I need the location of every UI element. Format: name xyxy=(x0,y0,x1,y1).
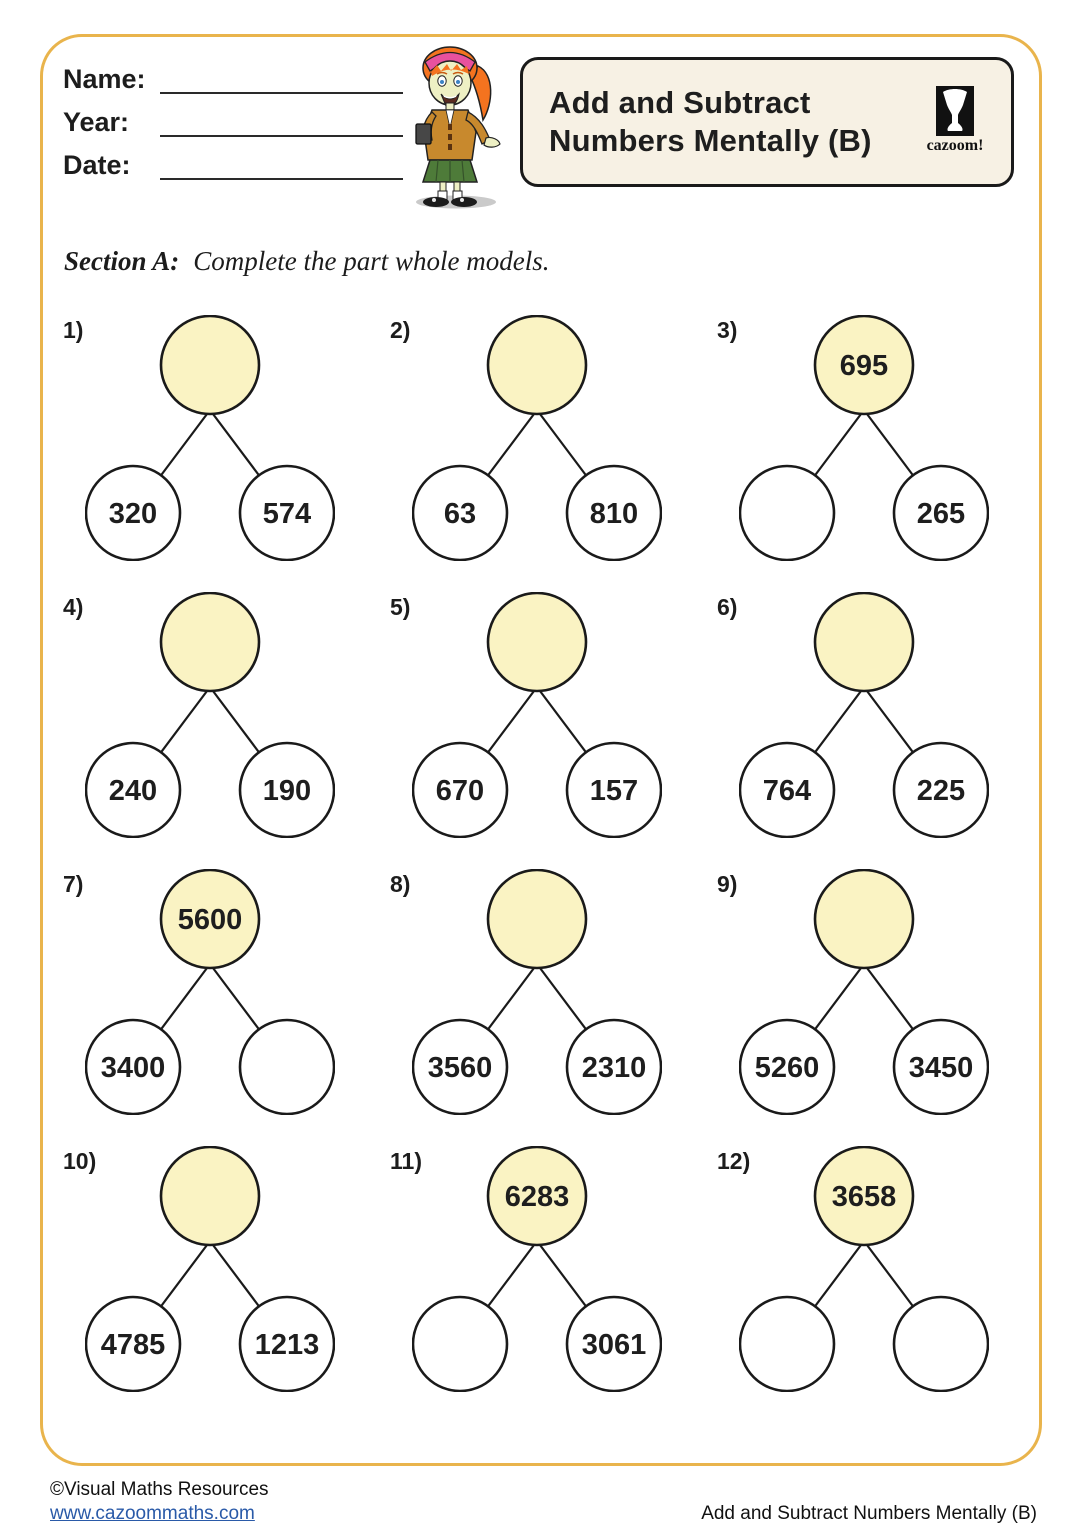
question-number: 1) xyxy=(63,317,84,343)
part-whole-diagram xyxy=(739,592,989,838)
question-number: 11) xyxy=(390,1148,422,1174)
whole-value: 3658 xyxy=(831,1181,897,1213)
year-line xyxy=(160,135,403,137)
part-left-value: 3400 xyxy=(100,1052,166,1084)
whole-value: 5600 xyxy=(177,904,243,936)
problem-11 xyxy=(382,1146,709,1423)
footer-worksheet-title: Add and Subtract Numbers Mentally (B) xyxy=(701,1503,1037,1524)
problem-7 xyxy=(55,869,382,1146)
part-circle-left xyxy=(740,466,834,560)
part-whole-diagram xyxy=(412,869,662,1115)
problem-4 xyxy=(55,592,382,869)
worksheet-title-box xyxy=(520,57,1014,187)
question-number: 6) xyxy=(717,594,738,620)
problem-12 xyxy=(709,1146,1036,1423)
question-number: 8) xyxy=(390,871,411,897)
part-right-value: 225 xyxy=(916,775,966,807)
cazoom-logo-text: cazoom! xyxy=(926,137,984,154)
date-label: Date: xyxy=(63,150,131,180)
name-label: Name: xyxy=(63,64,146,94)
part-left-value: 670 xyxy=(435,775,485,807)
whole-value: 695 xyxy=(839,350,889,382)
problems-grid xyxy=(55,315,1036,1423)
part-right-value: 265 xyxy=(916,498,966,530)
part-circle-right xyxy=(240,1020,334,1114)
part-right-value: 157 xyxy=(589,775,639,807)
part-whole-diagram xyxy=(85,869,335,1115)
problem-8 xyxy=(382,869,709,1146)
copyright-text: ©Visual Maths Resources xyxy=(50,1479,269,1500)
problem-9 xyxy=(709,869,1036,1146)
whole-circle xyxy=(161,593,259,691)
problem-1 xyxy=(55,315,382,592)
section-heading xyxy=(64,246,549,277)
question-number: 3) xyxy=(717,317,738,343)
problem-6 xyxy=(709,592,1036,869)
part-circle-left xyxy=(413,1297,507,1391)
worksheet-title xyxy=(549,84,872,160)
part-right-value: 2310 xyxy=(581,1052,647,1084)
part-right-value: 3061 xyxy=(581,1329,647,1361)
question-number: 4) xyxy=(63,594,84,620)
part-whole-diagram xyxy=(412,315,662,561)
part-left-value: 5260 xyxy=(754,1052,820,1084)
cazoom-drum-icon xyxy=(936,86,974,136)
part-whole-diagram xyxy=(739,869,989,1115)
part-whole-diagram xyxy=(412,1146,662,1392)
part-circle-right xyxy=(894,1297,988,1391)
whole-circle xyxy=(815,870,913,968)
part-right-value: 3450 xyxy=(908,1052,974,1084)
problem-5 xyxy=(382,592,709,869)
question-number: 10) xyxy=(63,1148,97,1174)
problem-10 xyxy=(55,1146,382,1423)
whole-value: 6283 xyxy=(504,1181,570,1213)
part-left-value: 764 xyxy=(762,775,812,807)
whole-circle xyxy=(815,593,913,691)
cazoom-logo xyxy=(913,86,997,155)
part-right-value: 810 xyxy=(589,498,639,530)
whole-circle xyxy=(161,1147,259,1245)
student-character-illustration xyxy=(396,38,514,210)
whole-circle xyxy=(488,316,586,414)
part-right-value: 574 xyxy=(262,498,312,530)
part-left-value: 4785 xyxy=(100,1329,166,1361)
whole-circle xyxy=(161,316,259,414)
part-left-value: 3560 xyxy=(427,1052,493,1084)
part-right-value: 1213 xyxy=(254,1329,320,1361)
problem-2 xyxy=(382,315,709,592)
question-number: 12) xyxy=(717,1148,751,1174)
section-instruction: Complete the part whole models. xyxy=(193,246,550,276)
date-line xyxy=(160,178,403,180)
part-whole-diagram xyxy=(412,592,662,838)
section-label: Section A: xyxy=(64,246,180,276)
question-number: 2) xyxy=(390,317,411,343)
worksheet-title-line1: Add and Subtract xyxy=(549,85,811,120)
part-whole-diagram xyxy=(85,315,335,561)
whole-circle xyxy=(488,593,586,691)
website-link[interactable]: www.cazoommaths.com xyxy=(50,1503,255,1524)
part-right-value: 190 xyxy=(262,775,312,807)
year-label: Year: xyxy=(63,107,130,137)
part-whole-diagram xyxy=(85,592,335,838)
question-number: 9) xyxy=(717,871,738,897)
part-whole-diagram xyxy=(85,1146,335,1392)
part-left-value: 63 xyxy=(443,498,477,530)
question-number: 5) xyxy=(390,594,411,620)
part-whole-diagram xyxy=(739,1146,989,1392)
part-circle-left xyxy=(740,1297,834,1391)
part-left-value: 320 xyxy=(108,498,158,530)
worksheet-title-line2: Numbers Mentally (B) xyxy=(549,123,872,158)
part-whole-diagram xyxy=(739,315,989,561)
question-number: 7) xyxy=(63,871,84,897)
whole-circle xyxy=(488,870,586,968)
part-left-value: 240 xyxy=(108,775,158,807)
name-line xyxy=(160,92,403,94)
problem-3 xyxy=(709,315,1036,592)
